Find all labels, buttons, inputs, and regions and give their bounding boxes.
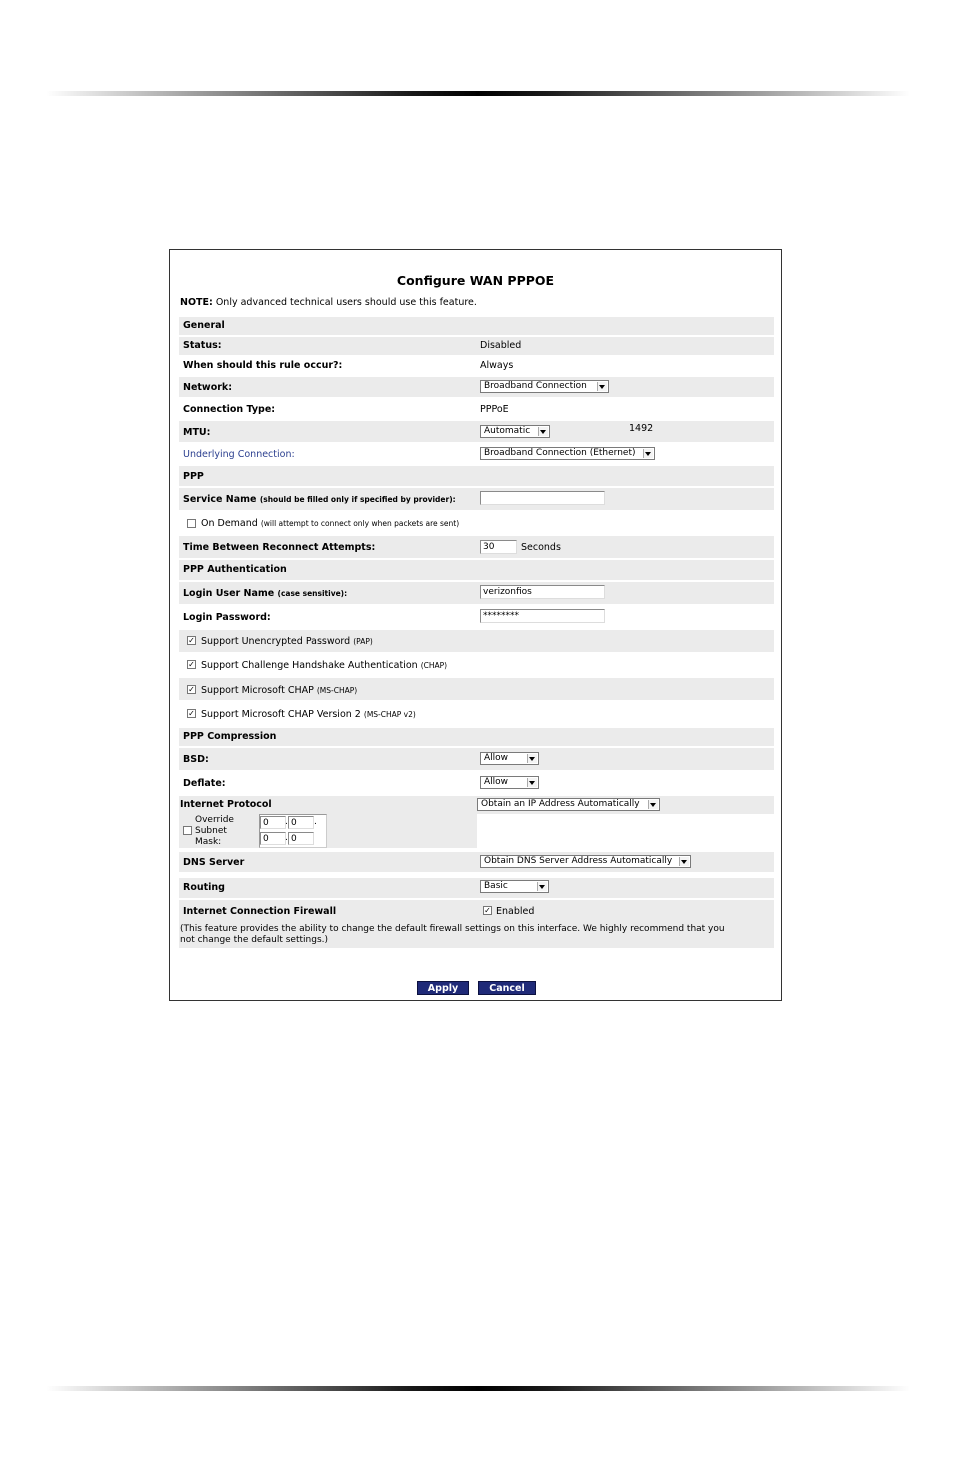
- login-user-input[interactable]: verizonfios: [480, 585, 605, 599]
- dns-row: [179, 852, 774, 872]
- auth-header-row: [179, 560, 774, 580]
- connection-type-row: [179, 399, 774, 419]
- mschap2-checkbox[interactable]: ✓: [188, 709, 195, 718]
- subnet-mask-octet-1[interactable]: 0: [260, 816, 286, 829]
- page-title: Configure WAN PPPOE: [396, 273, 555, 288]
- general-header-row: [179, 317, 774, 335]
- deflate-label: Deflate:: [183, 778, 226, 789]
- subnet-mask-octet-4[interactable]: 0: [288, 832, 314, 845]
- on-demand-label: On Demand (will attempt to connect only when packets are sent): [201, 518, 460, 529]
- network-row: [179, 377, 774, 397]
- mschap-label: Support Microsoft CHAP (MS-CHAP): [201, 685, 358, 696]
- bsd-label: BSD:: [183, 754, 209, 765]
- pap-row: [179, 630, 774, 652]
- rule-label: When should this rule occur?:: [183, 360, 343, 371]
- deflate-row: [179, 772, 774, 794]
- connection-type-label: Connection Type:: [183, 404, 276, 415]
- pap-checkbox[interactable]: ✓: [188, 636, 195, 645]
- rule-value: Always: [480, 360, 514, 371]
- mtu-row: [179, 421, 774, 442]
- underlying-connection-link[interactable]: Underlying Connection:: [183, 449, 295, 460]
- mask-dot-1: .: [285, 817, 288, 827]
- service-name-input[interactable]: [480, 491, 605, 505]
- status-value: Disabled: [480, 340, 522, 351]
- status-label: Status:: [183, 340, 222, 351]
- network-select[interactable]: Broadband Connection: [480, 380, 609, 393]
- top-divider: [46, 91, 910, 96]
- override-subnet-row: [179, 814, 774, 850]
- reconnect-label: Time Between Reconnect Attempts:: [183, 542, 376, 553]
- reconnect-unit: Seconds: [521, 542, 561, 553]
- dns-label: DNS Server: [183, 857, 245, 868]
- routing-row: [179, 878, 774, 898]
- ppp-header-row: [179, 466, 774, 486]
- mschap2-row: [179, 702, 774, 726]
- mask-dot-3: .: [285, 833, 288, 843]
- login-password-input[interactable]: ********: [480, 609, 605, 623]
- subnet-mask-octet-3[interactable]: 0: [260, 832, 286, 845]
- mask-dot-2: .: [314, 817, 317, 827]
- mtu-value: 1492: [629, 423, 654, 434]
- override-subnet-label: Override Subnet Mask:: [195, 815, 234, 847]
- mtu-select[interactable]: Automatic: [480, 425, 550, 438]
- compression-header: PPP Compression: [183, 731, 277, 742]
- configure-wan-pppoe-panel: [169, 249, 782, 1001]
- internet-protocol-label: Internet Protocol: [180, 799, 272, 810]
- compression-header-row: [179, 728, 774, 746]
- mtu-label: MTU:: [183, 427, 211, 438]
- service-name-label: Service Name (should be filled only if specified by provider):: [183, 494, 456, 505]
- pap-label: Support Unencrypted Password (PAP): [201, 636, 373, 647]
- internet-protocol-row: [179, 796, 774, 814]
- mschap-row: [179, 678, 774, 700]
- advanced-note: NOTE: Only advanced technical users should use this feature.: [180, 297, 477, 308]
- on-demand-checkbox[interactable]: [187, 519, 196, 528]
- on-demand-row: [179, 512, 774, 534]
- deflate-select[interactable]: Allow: [480, 776, 539, 789]
- chevron-down-icon: [643, 449, 653, 458]
- chevron-down-icon: [679, 857, 689, 866]
- override-subnet-checkbox[interactable]: [183, 826, 192, 835]
- subnet-mask-octet-2[interactable]: 0: [288, 816, 314, 829]
- underlying-connection-row: [179, 444, 774, 464]
- routing-select[interactable]: Basic: [480, 880, 549, 893]
- ppp-header: PPP: [183, 471, 204, 482]
- dns-select[interactable]: Obtain DNS Server Address Automatically: [480, 855, 691, 868]
- service-name-row: [179, 488, 774, 510]
- reconnect-row: [179, 536, 774, 558]
- chevron-down-icon: [537, 882, 547, 891]
- firewall-label: Internet Connection Firewall: [183, 906, 337, 917]
- login-password-label: Login Password:: [183, 612, 271, 623]
- chevron-down-icon: [527, 754, 537, 763]
- bottom-divider: [46, 1386, 910, 1391]
- internet-protocol-select[interactable]: Obtain an IP Address Automatically: [477, 798, 660, 811]
- bsd-select[interactable]: Allow: [480, 752, 539, 765]
- chap-row: [179, 654, 774, 676]
- underlying-connection-select[interactable]: Broadband Connection (Ethernet): [480, 447, 655, 460]
- login-user-row: [179, 582, 774, 604]
- chevron-down-icon: [648, 800, 658, 809]
- cancel-button[interactable]: Cancel: [478, 981, 536, 995]
- mschap-checkbox[interactable]: ✓: [188, 685, 195, 694]
- mschap2-label: Support Microsoft CHAP Version 2 (MS-CHAP v2): [201, 709, 416, 720]
- firewall-enabled-label: Enabled: [496, 906, 535, 917]
- login-user-label: Login User Name (case sensitive):: [183, 588, 348, 599]
- network-label: Network:: [183, 382, 233, 393]
- chevron-down-icon: [597, 382, 607, 391]
- status-row: [179, 337, 774, 355]
- firewall-row: [179, 900, 774, 922]
- chap-checkbox[interactable]: ✓: [188, 660, 195, 669]
- chap-label: Support Challenge Handshake Authentication (CHAP): [201, 660, 448, 671]
- bsd-row: [179, 748, 774, 770]
- reconnect-input[interactable]: 30: [480, 540, 517, 554]
- firewall-note: (This feature provides the ability to change the default firewall settings on this interface. We highly recommend that you not change the default settings.): [180, 924, 725, 945]
- general-header: General: [183, 320, 225, 331]
- chevron-down-icon: [527, 778, 537, 787]
- chevron-down-icon: [538, 427, 548, 436]
- apply-button[interactable]: Apply: [417, 981, 469, 995]
- auth-header: PPP Authentication: [183, 564, 287, 575]
- firewall-checkbox[interactable]: ✓: [484, 906, 491, 915]
- connection-type-value: PPPoE: [480, 404, 509, 415]
- login-password-row: [179, 606, 774, 628]
- routing-label: Routing: [183, 882, 225, 893]
- rule-row: [179, 357, 774, 375]
- firewall-note-row: [179, 922, 774, 948]
